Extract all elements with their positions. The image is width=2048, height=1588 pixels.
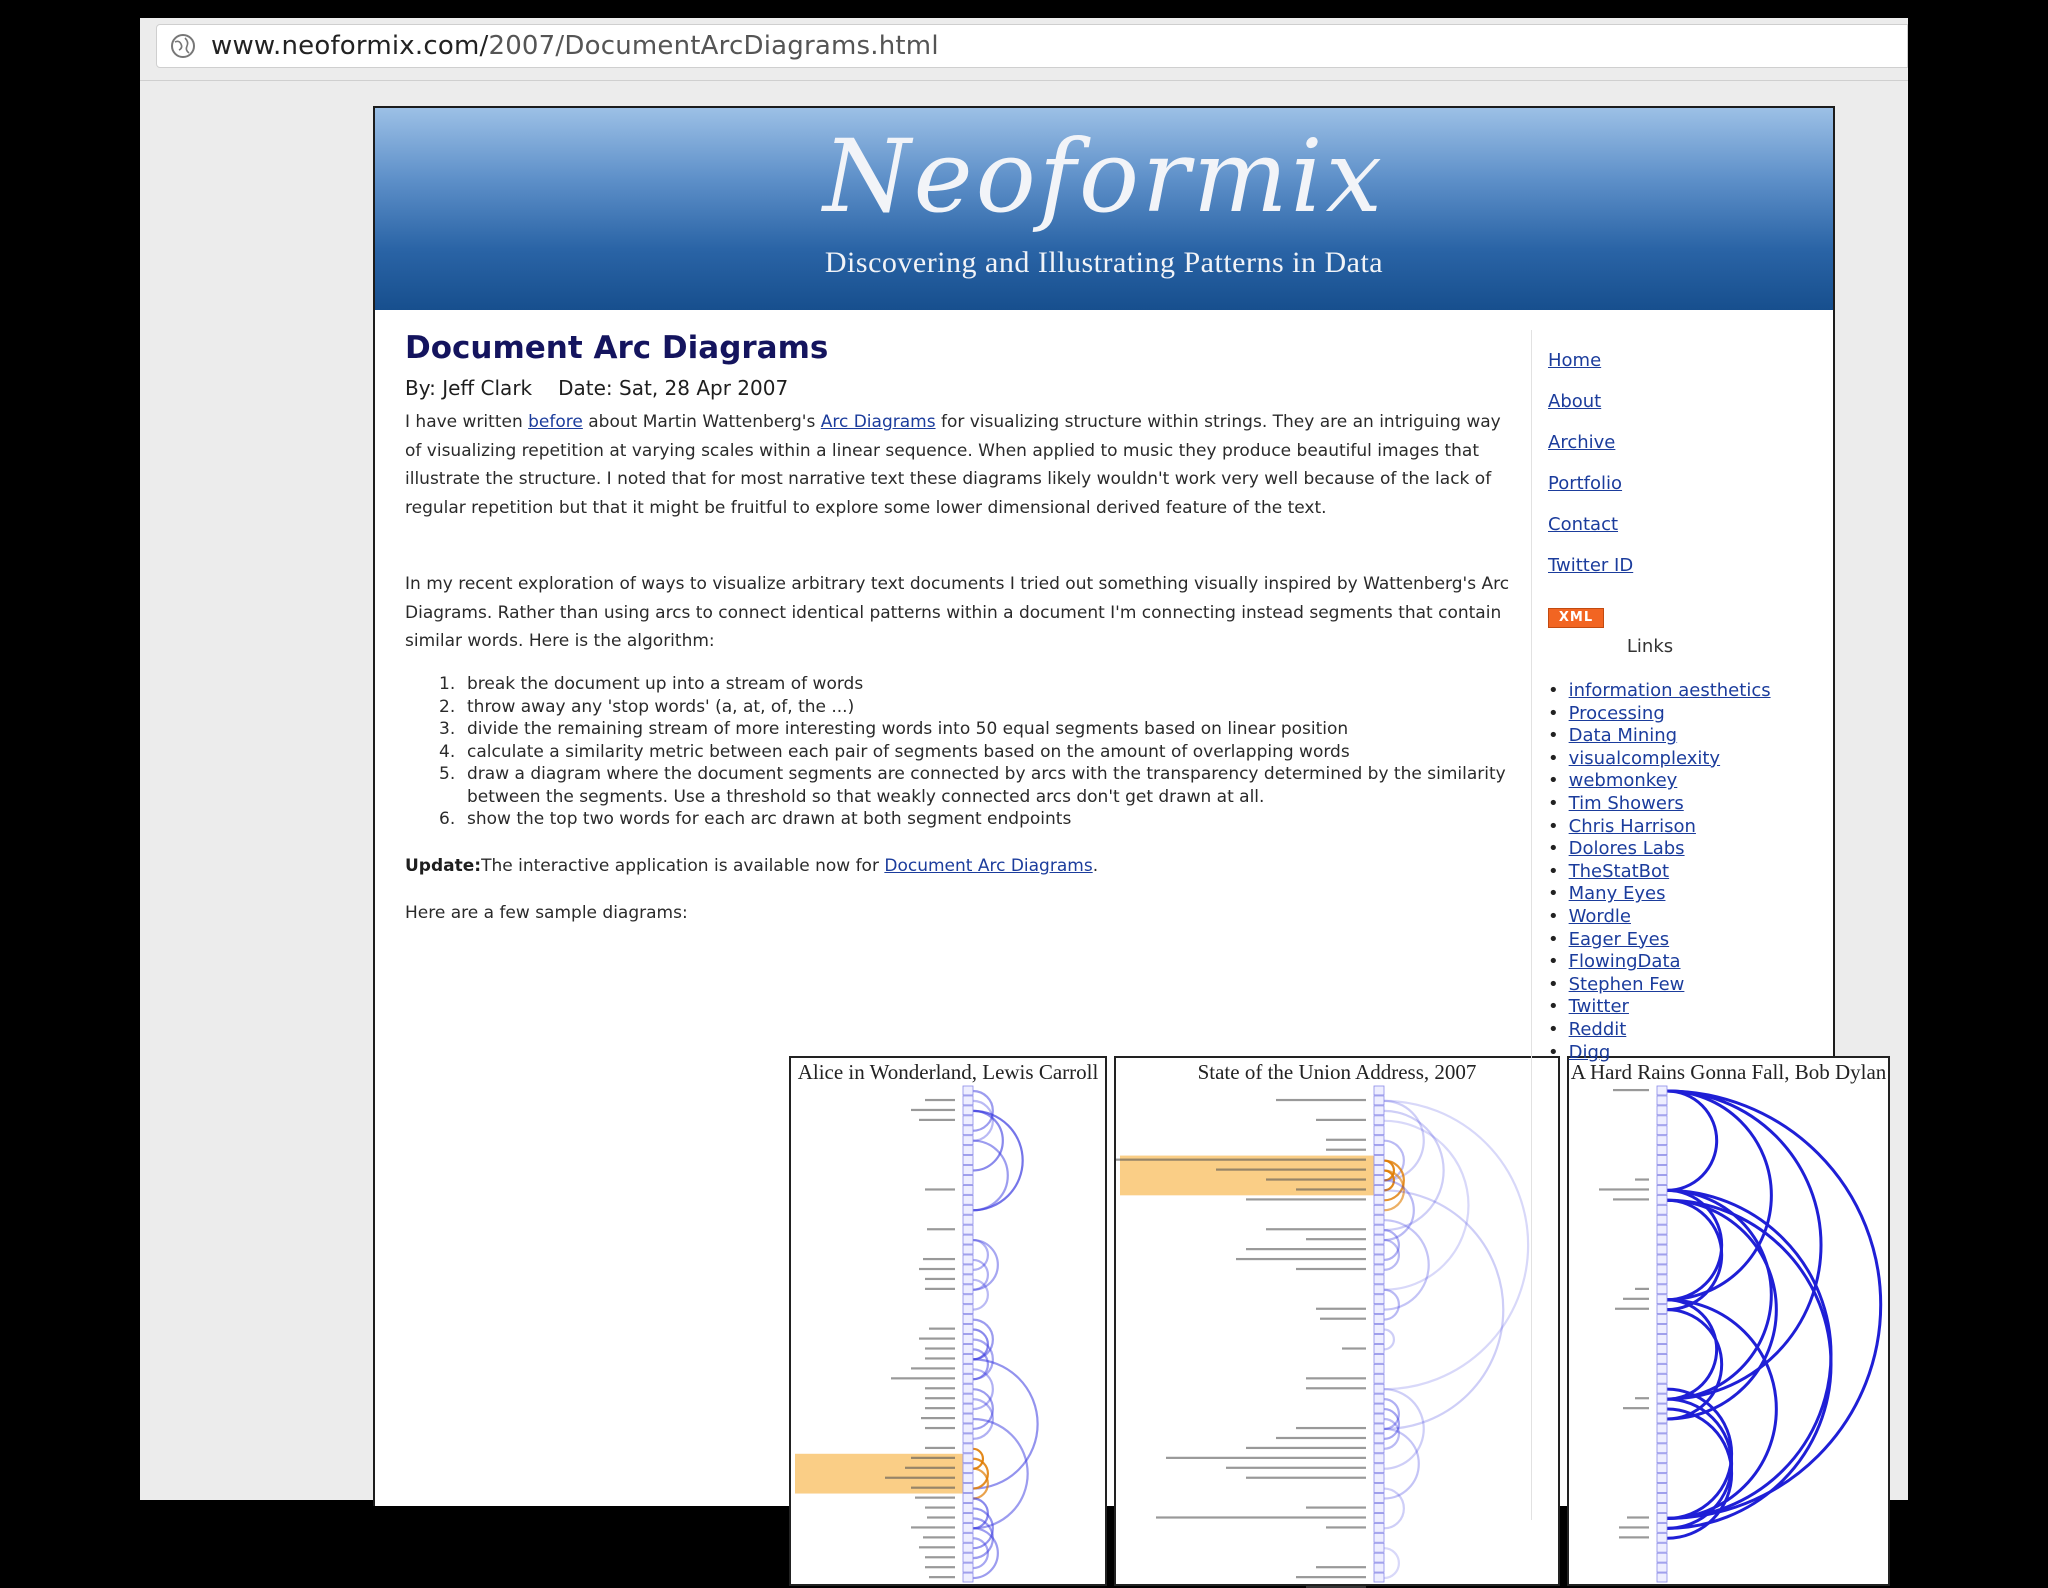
step-text: calculate a similarity metric between each pair of segments based on the amount of overlapping words — [467, 741, 1350, 762]
segment-label — [925, 1407, 955, 1409]
post-date: Date: Sat, 28 Apr 2007 — [558, 376, 789, 400]
link-list-item — [1548, 951, 1771, 974]
segment-label — [1306, 1377, 1366, 1379]
segment-box — [963, 1563, 973, 1572]
link-list-item — [1548, 929, 1771, 952]
segment-box — [963, 1146, 973, 1155]
segment-label — [1246, 1198, 1366, 1200]
algorithm-step — [405, 763, 1519, 808]
segment-label — [1296, 1427, 1366, 1429]
segment-box — [963, 1215, 973, 1224]
step-number: 3. — [439, 719, 456, 739]
document-arc-diagrams-link[interactable]: Document Arc Diagrams — [884, 856, 1093, 876]
step-number: 4. — [439, 741, 456, 762]
nav-portfolio[interactable]: Portfolio — [1548, 473, 1623, 494]
segment-box — [1374, 1325, 1384, 1334]
segment-box — [963, 1285, 973, 1294]
segment-label — [1296, 1576, 1366, 1578]
link-list-item — [1548, 680, 1771, 703]
segment-label — [1266, 1228, 1366, 1230]
nav-contact[interactable]: Contact — [1548, 514, 1619, 535]
segment-box — [1374, 1106, 1384, 1115]
segment-box — [1374, 1295, 1384, 1304]
diagram-title: Alice in Wonderland, Lewis Carroll — [797, 1060, 1099, 1084]
segment-box — [963, 1384, 973, 1393]
nav-twitter-id[interactable]: Twitter ID — [1548, 555, 1634, 576]
segment-box — [963, 1265, 973, 1274]
segment-box — [963, 1106, 973, 1115]
segment-box — [1374, 1215, 1384, 1224]
diagram-alice-in-wonderland — [789, 1056, 1107, 1586]
segment-box — [963, 1414, 973, 1423]
segment-box — [1374, 1354, 1384, 1363]
link-list-item — [1548, 1019, 1771, 1042]
segment-box — [1374, 1315, 1384, 1324]
link-information-aesthetics[interactable]: information aesthetics — [1568, 680, 1771, 701]
algorithm-step — [405, 673, 1519, 696]
link-many-eyes[interactable]: Many Eyes — [1568, 883, 1666, 905]
segment-label — [1226, 1467, 1366, 1469]
segment-box — [963, 1444, 973, 1453]
segment-box — [1374, 1494, 1384, 1503]
segment-label — [929, 1328, 955, 1330]
step-number: 6. — [439, 809, 456, 829]
chrome-divider — [140, 80, 1908, 81]
step-text: divide the remaining stream of more interesting words into 50 equal segments based on linear position — [467, 719, 1349, 739]
algorithm-step — [405, 808, 1519, 831]
segment-box — [1374, 1335, 1384, 1344]
link-list-item — [1548, 906, 1771, 929]
arc-diagrams-link[interactable]: Arc Diagrams — [820, 412, 936, 432]
segment-label — [919, 1546, 955, 1548]
segment-box — [963, 1434, 973, 1443]
update-end: . — [1092, 856, 1099, 876]
arc — [973, 1459, 988, 1489]
segment-box — [1374, 1424, 1384, 1433]
segment-label — [1246, 1477, 1366, 1479]
segment-box — [963, 1454, 973, 1463]
link-reddit[interactable]: Reddit — [1568, 1018, 1627, 1040]
segment-label — [891, 1377, 955, 1379]
segment-label — [925, 1566, 955, 1568]
arc — [1384, 1240, 1399, 1270]
segment-box — [1374, 1225, 1384, 1234]
segment-label — [1306, 1238, 1366, 1240]
segment-box — [963, 1086, 973, 1095]
link-webmonkey[interactable]: webmonkey — [1568, 770, 1678, 792]
segment-box — [1374, 1205, 1384, 1214]
segment-box — [1374, 1513, 1384, 1522]
segment-box — [1374, 1136, 1384, 1145]
segment-box — [1374, 1374, 1384, 1383]
segment-box — [1374, 1533, 1384, 1542]
address-bar[interactable] — [156, 24, 1908, 68]
intro-paragraph — [405, 408, 1519, 523]
segment-label — [915, 1497, 955, 1499]
arc-diagram-graphic — [1116, 1058, 1562, 1588]
nav-home[interactable]: Home — [1548, 350, 1602, 371]
link-processing[interactable]: Processing — [1568, 702, 1665, 724]
link-list-item — [1548, 703, 1771, 726]
segment-box — [1374, 1086, 1384, 1095]
segment-label — [925, 1188, 955, 1190]
segment-box — [963, 1136, 973, 1145]
segment-box — [963, 1404, 973, 1413]
segment-label — [885, 1477, 955, 1479]
segment-label — [1116, 1159, 1366, 1161]
segment-box — [963, 1255, 973, 1264]
url-host: www.neoformix.com/ — [211, 31, 489, 61]
segment-label — [1619, 1526, 1649, 1528]
segment-box — [963, 1245, 973, 1254]
segment-box — [963, 1543, 973, 1552]
segment-box — [963, 1126, 973, 1135]
segment-label — [1316, 1566, 1366, 1568]
segment-box — [963, 1156, 973, 1165]
arc — [1384, 1230, 1399, 1260]
segment-label — [925, 1099, 955, 1101]
url-text — [211, 31, 939, 61]
link-data-mining[interactable]: Data Mining — [1568, 725, 1678, 747]
segment-label — [925, 1447, 955, 1449]
segment-box — [963, 1573, 973, 1582]
segment-box — [963, 1116, 973, 1125]
segment-box — [1374, 1195, 1384, 1204]
segment-box — [1374, 1543, 1384, 1552]
arc — [973, 1419, 1028, 1528]
post-author: By: Jeff Clark — [405, 376, 533, 400]
link-visualcomplexity[interactable]: visualcomplexity — [1568, 747, 1721, 769]
segment-box — [1374, 1305, 1384, 1314]
link-list-item — [1548, 974, 1771, 997]
before-link[interactable]: before — [528, 412, 583, 432]
segment-label — [925, 1288, 955, 1290]
step-text: break the document up into a stream of words — [467, 674, 864, 694]
nav-archive[interactable]: Archive — [1548, 432, 1616, 453]
link-list-item — [1548, 816, 1771, 839]
link-list-item — [1548, 861, 1771, 884]
segment-box — [1374, 1235, 1384, 1244]
segment-box — [1657, 1543, 1667, 1552]
post-title: Document Arc Diagrams — [405, 330, 829, 366]
segment-box — [963, 1305, 973, 1314]
segment-label — [925, 1347, 955, 1349]
link-list-item — [1548, 996, 1771, 1019]
site-tagline: Discovering and Illustrating Patterns in Data — [824, 246, 1384, 279]
segment-box — [1374, 1523, 1384, 1532]
segment-label — [1216, 1169, 1366, 1171]
link-list-item — [1548, 1042, 1771, 1065]
segment-box — [1374, 1185, 1384, 1194]
link-list-item — [1548, 793, 1771, 816]
segment-label — [919, 1119, 955, 1121]
segment-label — [911, 1487, 955, 1489]
algorithm-intro-paragraph: In my recent exploration of ways to visualize arbitrary text documents I tried out something visually inspired by Wattenberg's Arc Diagrams. Rather than using arcs to connect identical patterns within a document I'm connecting instead segments that contain similar words. Here is the algorithm: — [405, 574, 1510, 652]
globe-icon — [169, 32, 197, 60]
link-eager-eyes[interactable]: Eager Eyes — [1568, 928, 1670, 950]
arc — [1384, 1101, 1528, 1389]
segment-label — [1296, 1188, 1366, 1190]
segment-box — [1657, 1553, 1667, 1562]
segment-box — [1374, 1573, 1384, 1582]
segment-box — [1374, 1434, 1384, 1443]
segment-box — [963, 1513, 973, 1522]
segment-box — [963, 1523, 973, 1532]
segment-box — [963, 1553, 973, 1562]
segment-label — [1276, 1437, 1366, 1439]
link-dolores-labs[interactable]: Dolores Labs — [1568, 838, 1685, 860]
segment-box — [1374, 1364, 1384, 1373]
link-wordle[interactable]: Wordle — [1568, 905, 1631, 927]
step-number: 5. — [439, 764, 456, 784]
link-chris-harrison[interactable]: Chris Harrison — [1568, 815, 1696, 837]
segment-box — [963, 1195, 973, 1204]
segment-label — [1342, 1347, 1366, 1349]
link-twitter[interactable]: Twitter — [1568, 996, 1629, 1018]
diagram-title: State of the Union Address, 2007 — [1197, 1060, 1477, 1084]
link-thestatbot[interactable]: TheStatBot — [1568, 860, 1670, 882]
segment-box — [1374, 1166, 1384, 1175]
segment-box — [963, 1325, 973, 1334]
segment-label — [929, 1576, 955, 1578]
segment-box — [963, 1464, 973, 1473]
segment-box — [963, 1175, 973, 1184]
segment-box — [963, 1494, 973, 1503]
segment-label — [1236, 1258, 1366, 1260]
segment-label — [911, 1457, 955, 1459]
para1-text-3: for visualizing structure within strings. They are an intriguing way of visualizing repetition at varying scales within a linear sequence. When applied to music they produce beautiful images that illustrate the structure. I noted that for most narrative text these diagrams likely wouldn't work very well because of the lack of regular repetition but that it might be fruitful to explore some lower dimensional derived feature of the text. — [405, 412, 1501, 519]
sidebar — [1531, 330, 1771, 1520]
segment-label — [911, 1109, 955, 1111]
arc — [1384, 1330, 1394, 1350]
segment-box — [963, 1394, 973, 1403]
segment-label — [927, 1516, 955, 1518]
segment-box — [1657, 1573, 1667, 1582]
segment-box — [1374, 1096, 1384, 1105]
segment-box — [1374, 1116, 1384, 1125]
segment-box — [963, 1533, 973, 1542]
segment-box — [963, 1474, 973, 1483]
link-tim-showers[interactable]: Tim Showers — [1568, 792, 1684, 814]
segment-box — [1374, 1394, 1384, 1403]
step-text: draw a diagram where the document segments are connected by arcs with the transparency determined by the similarity between the segments. Use a threshold so that weakly connected arcs don't get drawn at all. — [467, 764, 1506, 807]
url-path: 2007/DocumentArcDiagrams.html — [488, 31, 939, 61]
link-stephen-few[interactable]: Stephen Few — [1568, 973, 1685, 995]
segment-box — [1374, 1464, 1384, 1473]
link-list-item — [1548, 883, 1771, 906]
para1-text-2: about Martin Wattenberg's — [582, 412, 821, 432]
segment-box — [1374, 1175, 1384, 1184]
segment-box — [963, 1364, 973, 1373]
arc — [1384, 1220, 1429, 1309]
link-list-item — [1548, 725, 1771, 748]
link-flowingdata[interactable]: FlowingData — [1568, 951, 1681, 973]
segment-box — [1657, 1523, 1667, 1532]
segment-box — [963, 1096, 973, 1105]
segment-label — [1306, 1387, 1366, 1389]
segment-box — [1374, 1553, 1384, 1562]
segment-label — [1246, 1447, 1366, 1449]
segment-label — [905, 1467, 955, 1469]
segment-box — [963, 1295, 973, 1304]
segment-box — [963, 1424, 973, 1433]
segment-box — [1374, 1454, 1384, 1463]
segment-label — [923, 1258, 955, 1260]
segment-box — [963, 1166, 973, 1175]
segment-label — [1326, 1526, 1366, 1528]
segment-label — [921, 1417, 955, 1419]
segment-label — [925, 1357, 955, 1359]
segment-box — [963, 1275, 973, 1284]
segment-box — [1374, 1156, 1384, 1165]
step-text: show the top two words for each arc drawn at both segment endpoints — [467, 809, 1072, 829]
post-meta — [405, 376, 814, 400]
segment-box — [963, 1235, 973, 1244]
step-number: 2. — [439, 696, 456, 717]
segment-label — [925, 1506, 955, 1508]
site-banner — [375, 108, 1833, 310]
site-title[interactable]: Neoformix — [822, 118, 1386, 235]
step-text: throw away any 'stop words' (a, at, of, the ...) — [467, 696, 855, 717]
arc — [1384, 1290, 1399, 1320]
link-list-item — [1548, 748, 1771, 771]
segment-label — [1316, 1308, 1366, 1310]
segment-box — [1657, 1533, 1667, 1542]
arc — [1384, 1409, 1399, 1439]
segment-box — [1374, 1563, 1384, 1572]
segment-box — [963, 1503, 973, 1512]
segment-box — [963, 1185, 973, 1194]
segment-box — [1374, 1344, 1384, 1353]
segment-box — [1374, 1255, 1384, 1264]
segment-box — [1374, 1126, 1384, 1135]
segment-label — [925, 1427, 955, 1429]
segment-label — [911, 1526, 955, 1528]
arc-diagram-graphic — [791, 1058, 1109, 1588]
segment-label — [1326, 1139, 1366, 1141]
segment-box — [963, 1344, 973, 1353]
links-list — [1548, 680, 1771, 1064]
link-digg[interactable]: Digg — [1568, 1041, 1611, 1063]
segment-box — [1374, 1245, 1384, 1254]
segment-box — [963, 1225, 973, 1234]
web-page — [373, 106, 1887, 1506]
segment-box — [963, 1205, 973, 1214]
segment-box — [1374, 1146, 1384, 1155]
segment-box — [1374, 1474, 1384, 1483]
segment-label — [919, 1337, 955, 1339]
segment-box — [1374, 1285, 1384, 1294]
segment-label — [1296, 1268, 1366, 1270]
update-text: The interactive application is available now for — [481, 856, 885, 876]
segment-box — [963, 1374, 973, 1383]
segment-box — [963, 1354, 973, 1363]
arc — [1384, 1548, 1399, 1578]
browser-window — [140, 18, 1908, 1500]
segment-label — [1316, 1119, 1366, 1121]
algorithm-step — [405, 741, 1519, 764]
segment-box — [1374, 1444, 1384, 1453]
segment-box — [1374, 1404, 1384, 1413]
segment-label — [911, 1367, 955, 1369]
segment-label — [1246, 1248, 1366, 1250]
segment-box — [963, 1484, 973, 1493]
diagram-title: A Hard Rains Gonna Fall, Bob Dylan — [1570, 1060, 1887, 1084]
para1-text-1: I have written — [405, 412, 529, 432]
segment-label — [919, 1268, 955, 1270]
segment-label — [1320, 1318, 1366, 1320]
segment-label — [925, 1278, 955, 1280]
segment-label — [1166, 1457, 1366, 1459]
segment-label — [925, 1556, 955, 1558]
xml-feed-button[interactable]: XML — [1548, 608, 1604, 628]
segment-box — [1374, 1275, 1384, 1284]
links-heading: Links — [1626, 636, 1674, 657]
segment-box — [1374, 1414, 1384, 1423]
segment-label — [1266, 1178, 1366, 1180]
segment-box — [1374, 1265, 1384, 1274]
step-number: 1. — [439, 674, 456, 694]
segment-box — [963, 1315, 973, 1324]
segment-label — [927, 1228, 955, 1230]
update-note — [405, 856, 1098, 876]
segment-label — [925, 1397, 955, 1399]
segment-box — [1374, 1503, 1384, 1512]
segment-label — [1306, 1506, 1366, 1508]
segment-box — [1657, 1563, 1667, 1572]
segment-label — [925, 1387, 955, 1389]
diagram-state-of-the-union — [1114, 1056, 1560, 1586]
link-list-item — [1548, 770, 1771, 793]
segment-box — [1374, 1384, 1384, 1393]
algorithm-step — [405, 718, 1519, 741]
algorithm-step — [405, 696, 1519, 719]
link-list-item — [1548, 838, 1771, 861]
arc — [973, 1469, 988, 1499]
algorithm-steps — [405, 673, 1519, 831]
samples-intro: Here are a few sample diagrams: — [405, 903, 688, 923]
segment-label — [923, 1536, 955, 1538]
update-label: Update: — [405, 856, 482, 876]
segment-box — [963, 1335, 973, 1344]
nav-about[interactable]: About — [1548, 391, 1602, 412]
segment-label — [1276, 1099, 1366, 1101]
segment-label — [1156, 1516, 1366, 1518]
segment-box — [1374, 1484, 1384, 1493]
segment-label — [1619, 1536, 1649, 1538]
segment-label — [1326, 1149, 1366, 1151]
